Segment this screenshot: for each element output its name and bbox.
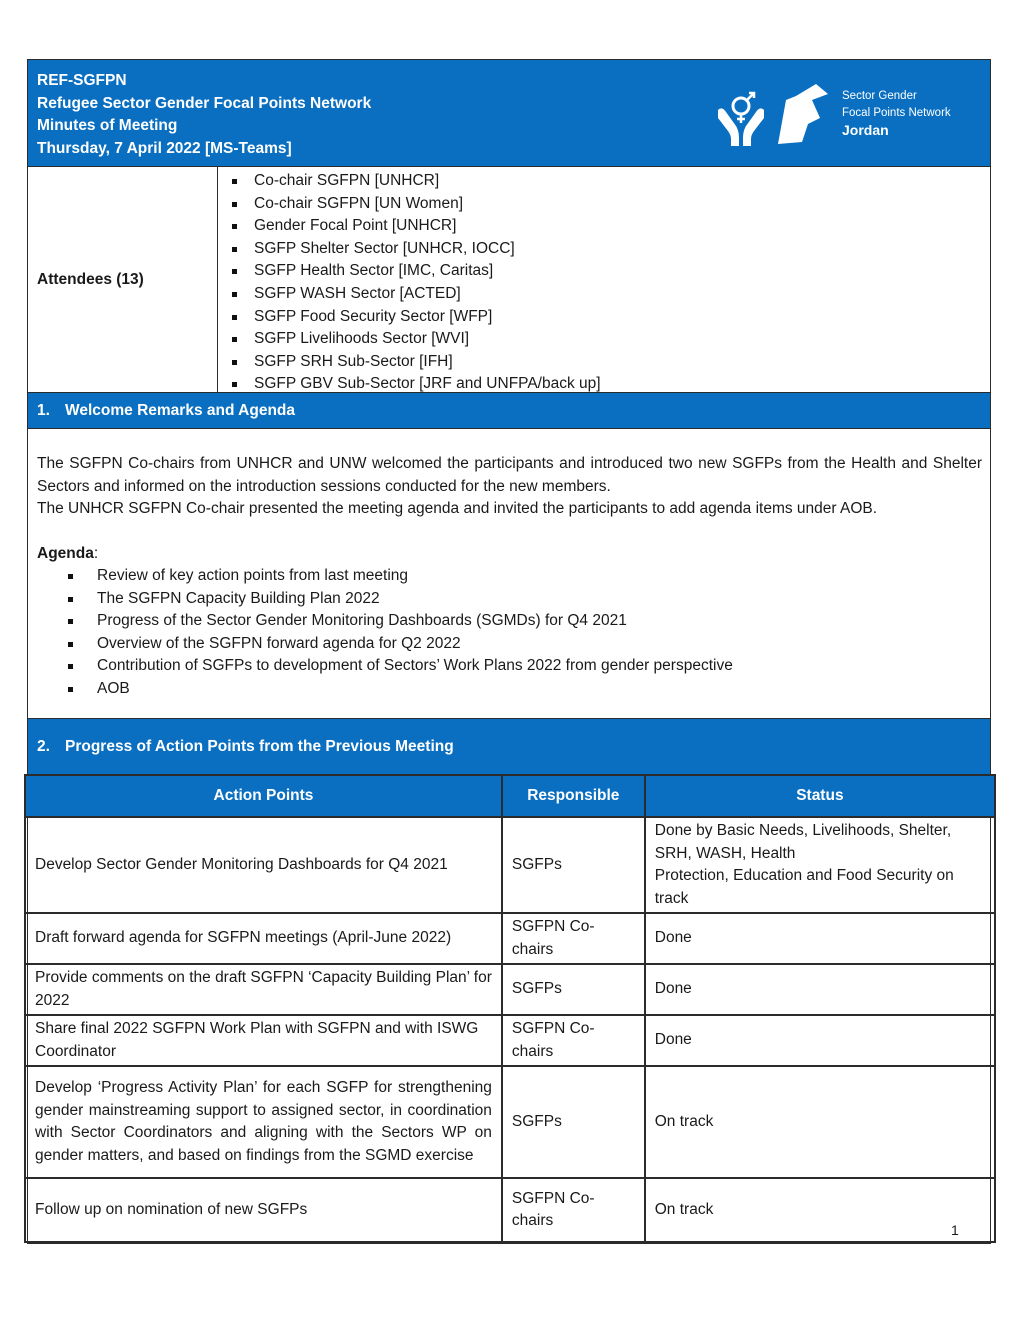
- attendee-item: SGFP WASH Sector [ACTED]: [254, 283, 601, 306]
- attendee-item: Gender Focal Point [UNHCR]: [254, 215, 601, 238]
- action-cell: Develop ‘Progress Activity Plan’ for each SGFP for strengthening gender mainstreaming support to assigned sector, in coordination with Sector Coordinators and aligning with the Sectors WP on gender matters, and based on findings from the SGMD exercise: [25, 1066, 502, 1178]
- minutes-document: [27, 59, 991, 1244]
- document-header: [28, 60, 990, 167]
- responsible-cell: SGFPN Co-chairs: [502, 1178, 645, 1242]
- agenda-paragraph: The UNHCR SGFPN Co-chair presented the meeting agenda and invited the participants to add agenda items under AOB.: [37, 500, 878, 517]
- logo-line-1: Sector Gender: [842, 90, 917, 102]
- responsible-cell: SGFPs: [502, 964, 645, 1015]
- agenda-item: Progress of the Sector Gender Monitoring Dashboards (SGMDs) for Q4 2021: [97, 610, 982, 633]
- responsible-cell: SGFPs: [502, 1066, 645, 1178]
- action-cell: Develop Sector Gender Monitoring Dashboards for Q4 2021: [25, 817, 502, 913]
- table-row: [25, 964, 995, 1015]
- logo-line-3: Jordan: [842, 122, 889, 138]
- logo-line-2: Focal Points Network: [842, 107, 951, 119]
- status-cell: On track: [645, 1066, 995, 1178]
- section-1-heading: [28, 393, 990, 429]
- column-header-status: Status: [645, 775, 995, 817]
- agenda-item: AOB: [97, 678, 982, 701]
- header-meeting-date: Thursday, 7 April 2022 [MS-Teams]: [37, 139, 292, 157]
- column-header-action-points: Action Points: [25, 775, 502, 817]
- action-cell: Provide comments on the draft SGFPN ‘Capacity Building Plan’ for 2022: [25, 964, 502, 1015]
- attendee-item: SGFP SRH Sub-Sector [IFH]: [254, 351, 601, 374]
- action-points-table: [24, 774, 996, 1243]
- agenda-item: The SGFPN Capacity Building Plan 2022: [97, 588, 982, 611]
- agenda-label: [37, 543, 982, 566]
- attendees-label: Attendees (13): [28, 167, 218, 392]
- network-logo: [716, 80, 976, 148]
- header-text-block: [37, 70, 371, 160]
- welcome-paragraph: The SGFPN Co-chairs from UNHCR and UNW welcomed the participants and introduced two new SGFPs from the Health and Shelter Sectors and informed on the introduction sessions conducted for the new members.: [37, 455, 982, 495]
- status-cell: Done: [645, 964, 995, 1015]
- status-cell: Done: [645, 1015, 995, 1066]
- status-cell: On track: [645, 1178, 995, 1242]
- agenda-item: Contribution of SGFPs to development of Sectors’ Work Plans 2022 from gender perspective: [97, 655, 982, 678]
- status-cell: [645, 817, 995, 913]
- header-doc-type: Minutes of Meeting: [37, 117, 178, 134]
- responsible-cell: SGFPN Co-chairs: [502, 913, 645, 964]
- agenda-item: Review of key action points from last meeting: [97, 565, 982, 588]
- action-cell: Follow up on nomination of new SGFPs: [25, 1178, 502, 1242]
- attendee-item: SGFP Food Security Sector [WFP]: [254, 306, 601, 329]
- gender-hands-icon: [716, 80, 841, 148]
- table-row: [25, 817, 995, 913]
- section-1-body: [28, 429, 990, 719]
- table-row: [25, 1066, 995, 1178]
- section-1-title: Welcome Remarks and Agenda: [65, 402, 295, 419]
- attendee-item: SGFP GBV Sub-Sector [JRF and UNFPA/back up]: [254, 373, 601, 396]
- section-2-heading: [28, 719, 990, 774]
- agenda-list: [37, 565, 982, 700]
- section-2-number: 2.: [37, 738, 50, 755]
- header-network-name: Refugee Sector Gender Focal Points Network: [37, 94, 372, 112]
- table-row: [25, 913, 995, 964]
- action-cell: Share final 2022 SGFPN Work Plan with SGFPN and with ISWG Coordinator: [25, 1015, 502, 1066]
- attendee-item: Co-chair SGFPN [UNHCR]: [254, 170, 601, 193]
- header-org-code: REF-SGFPN: [37, 72, 127, 89]
- status-cell: Done: [645, 913, 995, 964]
- table-row: [25, 1015, 995, 1066]
- attendee-item: Co-chair SGFPN [UN Women]: [254, 193, 601, 216]
- agenda-label-text: Agenda: [37, 544, 94, 562]
- agenda-label-colon: :: [93, 544, 99, 562]
- responsible-cell: SGFPs: [502, 817, 645, 913]
- action-cell: Draft forward agenda for SGFPN meetings (April-June 2022): [25, 913, 502, 964]
- responsible-cell: SGFPN Co-chairs: [502, 1015, 645, 1066]
- status-line: Done by Basic Needs, Livelihoods, Shelter, SRH, WASH, Health: [654, 822, 952, 862]
- logo-text: [842, 88, 951, 139]
- page-number: 1: [951, 1222, 959, 1238]
- section-2-title: Progress of Action Points from the Previous Meeting: [65, 738, 454, 755]
- attendee-item: SGFP Health Sector [IMC, Caritas]: [254, 260, 601, 283]
- status-line: Protection, Education and Food Security on track: [654, 867, 954, 907]
- attendee-item: SGFP Shelter Sector [UNHCR, IOCC]: [254, 238, 601, 261]
- section-1-number: 1.: [37, 402, 50, 419]
- column-header-responsible: Responsible: [502, 775, 645, 817]
- table-row: [25, 1178, 995, 1242]
- agenda-item: Overview of the SGFPN forward agenda for Q2 2022: [97, 633, 982, 656]
- attendee-item: SGFP Livelihoods Sector [WVI]: [254, 328, 601, 351]
- table-header-row: [25, 775, 995, 817]
- attendees-list: [218, 167, 601, 392]
- attendees-row: [28, 167, 990, 393]
